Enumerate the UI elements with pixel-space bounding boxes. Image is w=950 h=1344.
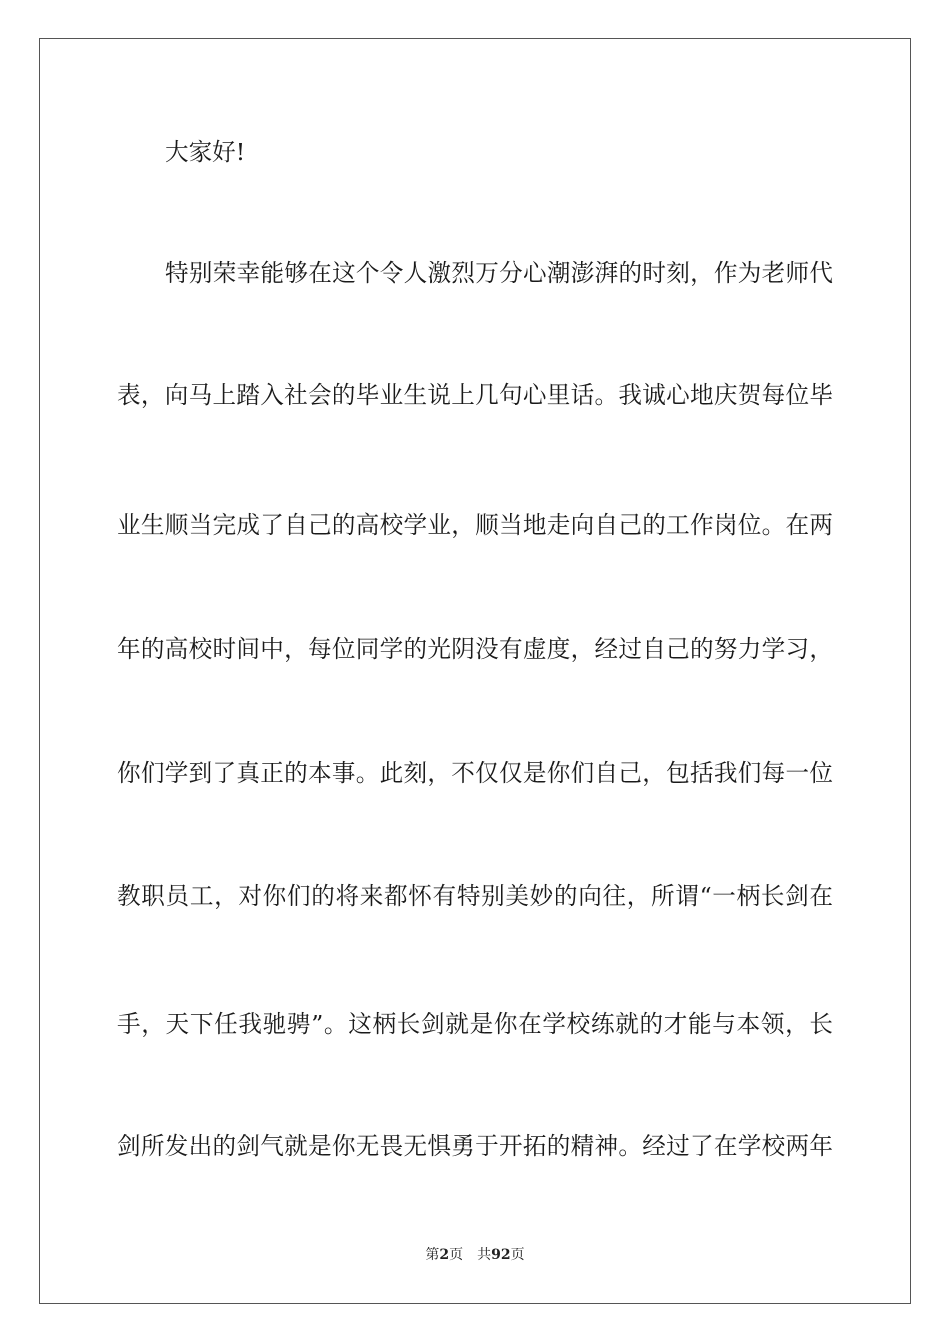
page-prefix: 第: [425, 1247, 440, 1263]
total-pages: 92: [491, 1247, 511, 1263]
body-line-7: 手，天下任我驰骋”。这柄长剑就是你在学校练就的才能与本领，长: [117, 1010, 833, 1038]
page-footer: [0, 1246, 950, 1264]
page-border: [39, 38, 911, 1304]
body-line-3: 业生顺当完成了自己的高校学业，顺当地走向自己的工作岗位。在两: [117, 511, 833, 539]
body-line-5: 你们学到了真正的本事。此刻，不仅仅是你们自己，包括我们每一位: [117, 759, 833, 787]
body-line-6: 教职员工，对你们的将来都怀有特别美妙的向往，所谓“一柄长剑在: [117, 882, 833, 910]
greeting-text: 大家好!: [165, 138, 246, 166]
body-line-2: 表，向马上踏入社会的毕业生说上几句心里话。我诚心地庆贺每位毕: [117, 381, 833, 409]
body-line-4: 年的高校时间中，每位同学的光阴没有虚度，经过自己的努力学习，: [117, 635, 833, 663]
body-line-8: 剑所发出的剑气就是你无畏无惧勇于开拓的精神。经过了在学校两年: [117, 1132, 833, 1160]
page-suffix: 页: [449, 1247, 464, 1263]
total-suffix: 页: [510, 1247, 525, 1263]
body-line-1: 特别荣幸能够在这个令人激烈万分心潮澎湃的时刻，作为老师代: [165, 259, 833, 287]
total-prefix: 共: [477, 1247, 492, 1263]
page-number: 2: [439, 1247, 450, 1263]
